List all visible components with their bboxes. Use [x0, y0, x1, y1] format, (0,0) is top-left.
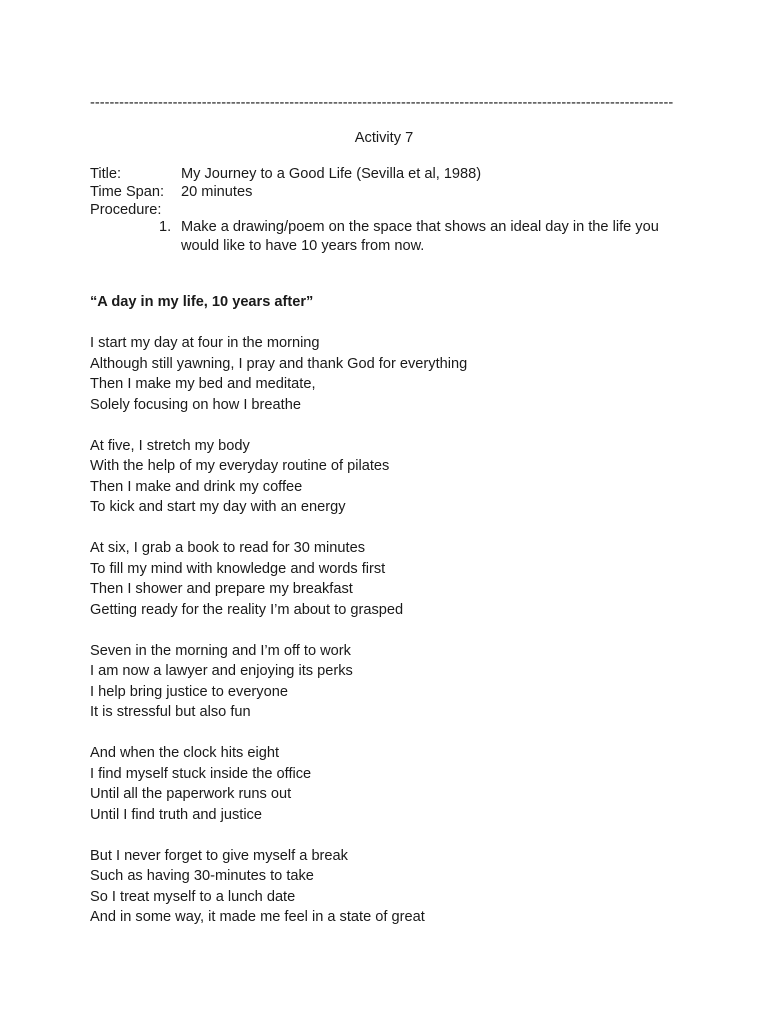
poem-line: I start my day at four in the morning — [90, 335, 320, 351]
poem-stanza — [90, 641, 710, 723]
poem-line: Solely focusing on how I breathe — [90, 396, 301, 413]
title-row — [90, 165, 481, 183]
poem-line: I am now a lawyer and enjoying its perks — [90, 663, 353, 679]
procedure-row — [90, 201, 181, 219]
poem-stanza — [90, 538, 710, 620]
poem-title: “A day in my life, 10 years after” — [90, 294, 314, 310]
poem-line: Until I find truth and justice — [90, 806, 262, 823]
poem-stanza — [90, 436, 710, 518]
poem-stanza — [90, 846, 710, 928]
poem-line: Getting ready for the reality I’m about to grasped — [90, 601, 404, 618]
poem-line: I help bring justice to everyone — [90, 683, 288, 700]
poem-line: Until all the paperwork runs out — [90, 786, 292, 802]
poem-line: I find myself stuck inside the office — [90, 765, 312, 782]
procedure-number: 1. — [159, 219, 172, 235]
poem-line: Then I shower and prepare my breakfast — [90, 581, 353, 597]
separator-rule: ------------------------------------------------------------------------------------------------------------------------ — [90, 95, 674, 111]
poem-line: To fill my mind with knowledge and words first — [90, 560, 386, 577]
title-label: Title: — [90, 166, 122, 182]
poem-body — [90, 333, 710, 948]
poem-line: So I treat myself to a lunch date — [90, 888, 296, 905]
poem-line: Seven in the morning and I’m off to work — [90, 642, 351, 659]
poem-line: Although still yawning, I pray and thank God for everything — [90, 355, 468, 372]
poem-line: At five, I stretch my body — [90, 437, 250, 454]
timespan-row — [90, 183, 252, 201]
poem-line: And when the clock hits eight — [90, 745, 280, 761]
procedure-label: Procedure: — [90, 202, 162, 218]
timespan-value: 20 minutes — [181, 184, 253, 200]
poem-line: With the help of my everyday routine of pilates — [90, 458, 390, 474]
poem-line: Such as having 30-minutes to take — [90, 868, 314, 884]
poem-stanza — [90, 743, 710, 825]
poem-line: But I never forget to give myself a break — [90, 847, 348, 864]
poem-line: Then I make and drink my coffee — [90, 478, 303, 495]
poem-line: To kick and start my day with an energy — [90, 499, 346, 515]
procedure-text: Make a drawing/poem on the space that shows an ideal day in the life you would like to have 10 years from now. — [181, 219, 659, 254]
activity-heading: Activity 7 — [354, 130, 414, 146]
timespan-label: Time Span: — [90, 184, 165, 200]
poem-line: At six, I grab a book to read for 30 minutes — [90, 540, 365, 556]
poem-line: And in some way, it made me feel in a state of great — [90, 909, 425, 925]
title-value: My Journey to a Good Life (Sevilla et al, 1988) — [181, 166, 482, 182]
poem-line: It is stressful but also fun — [90, 704, 251, 720]
poem-stanza — [90, 333, 710, 415]
procedure-item — [159, 218, 689, 255]
poem-line: Then I make my bed and meditate, — [90, 376, 316, 392]
